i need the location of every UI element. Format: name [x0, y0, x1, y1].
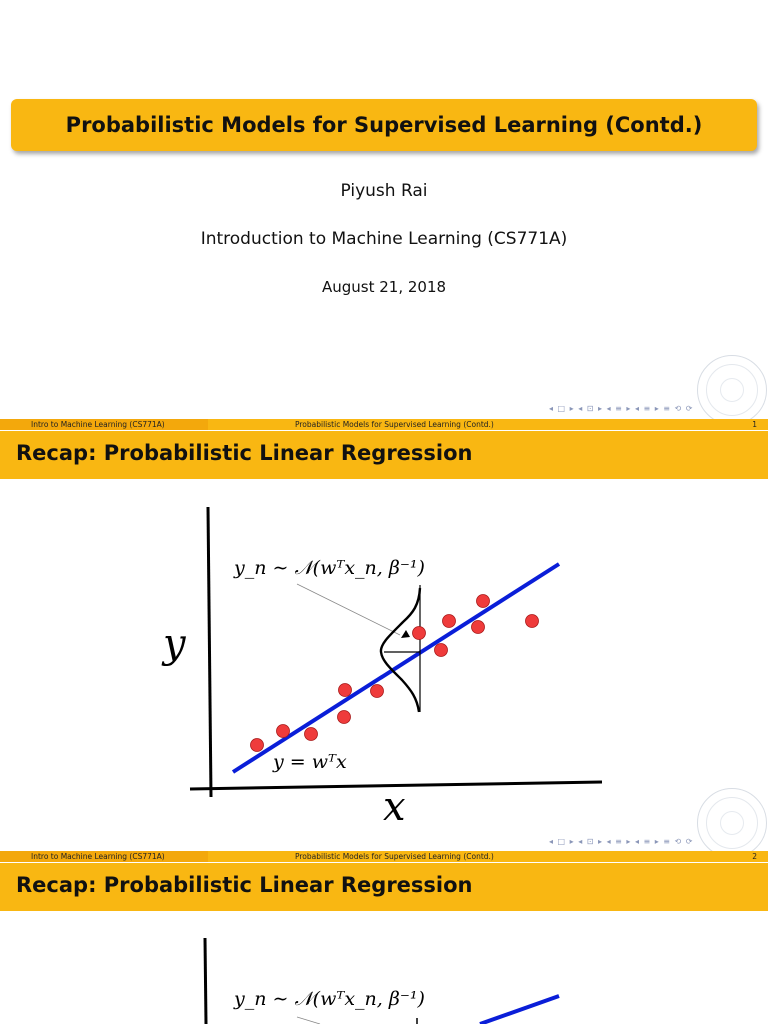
gaussian-curve	[381, 588, 420, 712]
footer-page-number: 1	[752, 420, 757, 429]
data-point	[371, 685, 384, 698]
course-name: Introduction to Machine Learning (CS771A)	[200, 229, 568, 249]
data-point	[305, 728, 318, 741]
footer-course: Intro to Machine Learning (CS771A)	[31, 420, 165, 429]
data-point	[277, 725, 290, 738]
lecture-date: August 21, 2018	[321, 278, 447, 296]
regression-figure-partial	[0, 911, 768, 1024]
data-point	[413, 627, 426, 640]
data-point	[338, 711, 351, 724]
data-point	[472, 621, 485, 634]
slide-navigation[interactable]: ◂ □ ▸ ◂ ⊡ ▸ ◂ ≡ ▸ ◂ ≡ ▸ ≡ ⟲ ⟳	[549, 837, 694, 846]
line-equation-label: y = wᵀx	[273, 751, 347, 773]
regression-figure	[0, 479, 768, 839]
slide-heading: Recap: Probabilistic Linear Regression	[16, 441, 473, 465]
noise-model-label: y_n ∼ 𝒩(wᵀx_n, β⁻¹)	[234, 988, 425, 1010]
author-name: Piyush Rai	[340, 181, 428, 201]
slide-title: Probabilistic Models for Supervised Learning (Contd.)	[65, 113, 703, 137]
data-point	[251, 739, 264, 752]
footer-title: Probabilistic Models for Supervised Learning (Contd.)	[295, 420, 494, 429]
y-axis	[205, 938, 206, 1024]
y-axis-label: y	[163, 621, 186, 667]
university-seal-icon	[697, 355, 767, 425]
data-point	[477, 595, 490, 608]
slide-header	[0, 863, 768, 911]
arrow-head	[401, 630, 410, 638]
footer-title: Probabilistic Models for Supervised Learning (Contd.)	[295, 852, 494, 861]
x-axis-label: x	[383, 784, 406, 830]
slide-header	[0, 431, 768, 479]
data-point	[526, 615, 539, 628]
regression-line	[233, 564, 559, 772]
footer-slide-1	[0, 419, 768, 430]
slide-heading: Recap: Probabilistic Linear Regression	[16, 873, 473, 897]
footer-course: Intro to Machine Learning (CS771A)	[31, 852, 165, 861]
data-point	[435, 644, 448, 657]
slide-navigation[interactable]: ◂ □ ▸ ◂ ⊡ ▸ ◂ ≡ ▸ ◂ ≡ ▸ ≡ ⟲ ⟳	[549, 404, 694, 413]
footer-page-number: 2	[752, 852, 757, 861]
noise-model-label: y_n ∼ 𝒩(wᵀx_n, β⁻¹)	[234, 557, 425, 579]
label-leader-line	[297, 584, 400, 635]
y-axis	[208, 507, 211, 797]
label-leader-line	[297, 1017, 320, 1024]
data-point	[443, 615, 456, 628]
university-seal-icon	[697, 788, 767, 858]
data-point	[339, 684, 352, 697]
regression-line	[480, 996, 559, 1024]
footer-slide-2	[0, 851, 768, 862]
